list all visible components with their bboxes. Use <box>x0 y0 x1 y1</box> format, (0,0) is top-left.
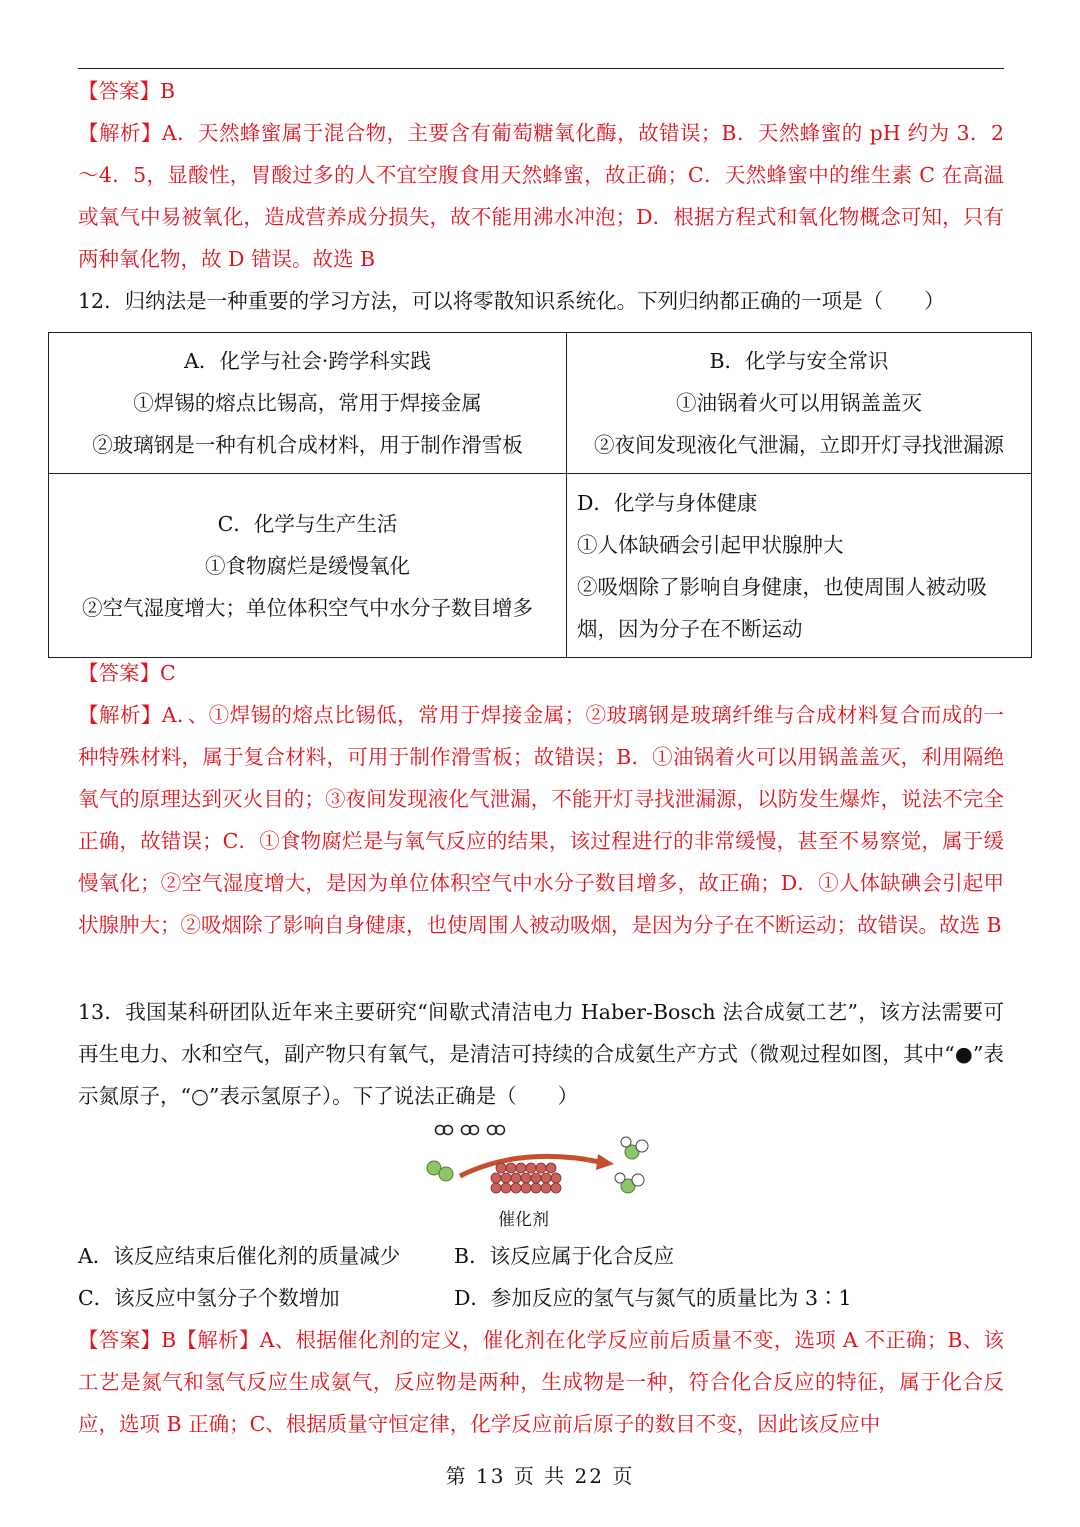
q11-analysis: 【解析】A．天然蜂蜜属于混合物，主要含有葡萄糖氧化酶，故错误；B．天然蜂蜜的 pH 约为 3．2～4．5，显酸性，胃酸过多的人不宜空腹食用天然蜂蜜，故正确；C．天然蜂蜜中的维生素 C 在高温或氧气中易被氧化，造成营养成分损失，故不能用沸水冲泡；D．根据方程式和氧化物概念可知，只有两种氧化物，故 D 错误。故选 B <box>78 121 1004 271</box>
q12-cell-d-title: D．化学与身体健康 <box>577 490 758 515</box>
nitrogen-molecules-icon <box>436 1126 505 1135</box>
reaction-diagram <box>420 1118 660 1206</box>
hydrogen-molecule-icon <box>427 1161 453 1181</box>
q13-stem: 13．我国某科研团队近年来主要研究“间歇式清洁电力 Haber-Bosch 法合成氨工艺”，该方法需要可再生电力、水和空气，副产物只有氧气，是清洁可持续的合成氨生产方式（微观过程如图，其中“●”表示氮原子，“○”表示氢原子）。下了说法正确是（ ） <box>78 1000 1004 1108</box>
q12-cell-d <box>567 474 1032 658</box>
q11-answer: 【答案】B <box>78 79 176 103</box>
q12-cell-a-line2: ②玻璃钢是一种有机合成材料，用于制作滑雪板 <box>92 433 523 457</box>
q13-option-b: B．该反应属于化合反应 <box>454 1244 675 1268</box>
q12-cell-b-line1: ①油锅着火可以用锅盖盖灭 <box>676 391 922 415</box>
q12-cell-b-title: B．化学与安全常识 <box>709 349 889 373</box>
q12-cell-c-title: C．化学与生产生活 <box>217 511 398 536</box>
q12-answer: 【答案】C <box>78 661 176 685</box>
q13-answer-analysis: 【答案】B【解析】A、根据催化剂的定义，催化剂在化学反应前后质量不变，选项 A 不正确；B、该工艺是氮气和氢气反应生成氨气，反应物是两种，生成物是一种，符合化合反应的特征，属于化合反应，选项 B 正确；C、根据质量守恒定律，化学反应前后原子的数目不变，因此该反应中 <box>78 1328 1004 1436</box>
q12-cell-c-line2: ②空气湿度增大；单位体积空气中水分子数目增多 <box>82 595 533 620</box>
q13-option-d: D．参加反应的氢气与氮气的质量比为 3∶1 <box>454 1286 852 1310</box>
figure-caption: 催化剂 <box>498 1210 549 1230</box>
catalyst-icon <box>491 1163 561 1193</box>
q13-option-a: A．该反应结束后催化剂的质量减少 <box>78 1244 401 1268</box>
q12-options-table <box>48 332 1032 658</box>
q13-option-c: C．该反应中氢分子个数增加 <box>78 1286 340 1310</box>
ammonia-molecule-icon <box>621 1137 648 1159</box>
q12-cell-d-line2: ②吸烟除了影响自身健康，也使周围人被动吸烟，因为分子在不断运动 <box>577 574 987 641</box>
page-footer: 第 13 页 共 22 页 <box>445 1464 635 1488</box>
q12-cell-a-title: A．化学与社会·跨学科实践 <box>184 349 431 373</box>
q12-cell-d-line1: ①人体缺硒会引起甲状腺肿大 <box>577 532 844 557</box>
q12-cell-a-line1: ①焊锡的熔点比锡高，常用于焊接金属 <box>133 391 482 415</box>
q12-cell-b <box>567 333 1032 474</box>
q12-stem: 12．归纳法是一种重要的学习方法，可以将零散知识系统化。下列归纳都正确的一项是（ ） <box>78 289 945 313</box>
ammonia-molecule-icon-2 <box>615 1173 644 1193</box>
q12-cell-a <box>49 333 567 474</box>
q12-cell-c-line1: ①食物腐烂是缓慢氧化 <box>205 553 410 578</box>
q12-cell-b-line2: ②夜间发现液化气泄漏，立即开灯寻找泄漏源 <box>594 433 1004 457</box>
header-rule <box>78 68 1004 69</box>
q12-cell-c <box>49 474 567 658</box>
q12-analysis: 【解析】A．、①焊锡的熔点比锡低，常用于焊接金属；②玻璃钢是玻璃纤维与合成材料复合而成的一种特殊材料，属于复合材料，可用于制作滑雪板；故错误；B．①油锅着火可以用锅盖盖灭，利用隔绝氧气的原理达到灭火目的；③夜间发现液化气泄漏，不能开灯寻找泄漏源，以防发生爆炸，说法不完全正确，故错误；C．①食物腐烂是与氧气反应的结果，该过程进行的非常缓慢，甚至不易察觉，属于缓慢氧化；②空气湿度增大，是因为单位体积空气中水分子数目增多，故正确；D．①人体缺碘会引起甲状腺肿大；②吸烟除了影响自身健康，也使周围人被动吸烟，是因为分子在不断运动；故错误。故选 B <box>78 703 1004 937</box>
